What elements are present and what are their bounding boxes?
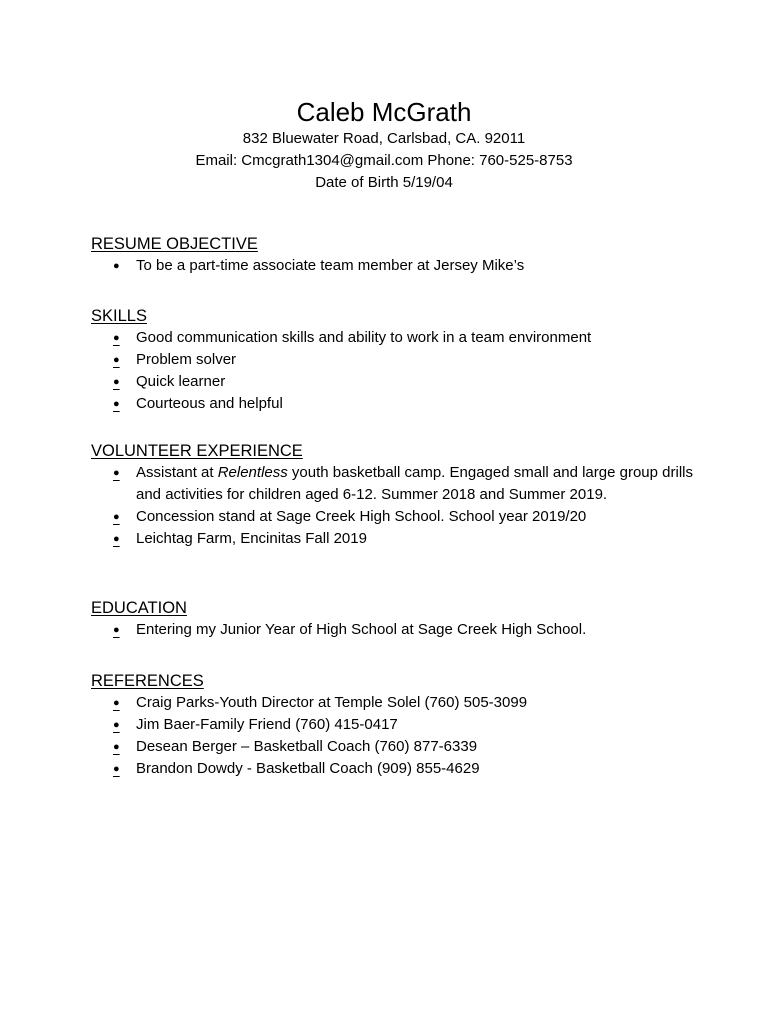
references-list bbox=[91, 692, 711, 780]
bullet-icon: ● bbox=[113, 354, 120, 366]
list-item bbox=[91, 714, 711, 736]
skill-item-text: Good communication skills and ability to work in a team environment bbox=[136, 329, 592, 346]
section-heading-education: EDUCATION bbox=[91, 599, 187, 617]
bullet-icon: ● bbox=[113, 741, 120, 753]
bullet-icon: ● bbox=[113, 467, 120, 479]
contact-line: Email: Cmcgrath1304@gmail.com Phone: 760-525-8753 bbox=[195, 152, 573, 169]
bullet-icon: ● bbox=[113, 719, 120, 731]
list-item bbox=[91, 528, 711, 550]
skills-list bbox=[91, 327, 711, 415]
resume-header bbox=[0, 96, 768, 194]
skill-item-text: Quick learner bbox=[136, 373, 226, 390]
bullet-icon: ● bbox=[113, 511, 120, 523]
volunteer-item-emphasis: Relentless bbox=[217, 464, 288, 481]
reference-item-text: Jim Baer-Family Friend (760) 415-0417 bbox=[136, 716, 398, 733]
list-item bbox=[91, 393, 711, 415]
address-line: 832 Bluewater Road, Carlsbad, CA. 92011 bbox=[242, 130, 526, 147]
list-item bbox=[91, 327, 711, 349]
list-item bbox=[91, 255, 711, 277]
bullet-icon: ● bbox=[113, 398, 120, 410]
reference-item-text: Brandon Dowdy - Basketball Coach (909) 855-4629 bbox=[136, 760, 480, 777]
section-heading-volunteer: VOLUNTEER EXPERIENCE bbox=[91, 442, 303, 460]
list-item bbox=[91, 736, 711, 758]
bullet-icon: ● bbox=[113, 332, 120, 344]
section-education bbox=[91, 597, 711, 641]
list-item bbox=[91, 506, 711, 528]
list-item bbox=[91, 692, 711, 714]
bullet-icon: ● bbox=[113, 624, 120, 636]
candidate-name: Caleb McGrath bbox=[296, 97, 472, 127]
section-volunteer-experience bbox=[91, 440, 711, 550]
section-heading-objective: RESUME OBJECTIVE bbox=[91, 235, 258, 253]
bullet-icon: ● bbox=[113, 260, 120, 272]
volunteer-list bbox=[91, 462, 711, 550]
volunteer-item-prefix: Assistant at bbox=[136, 464, 218, 481]
list-item bbox=[91, 619, 711, 641]
skill-item-text: Courteous and helpful bbox=[136, 395, 283, 412]
list-item bbox=[91, 758, 711, 780]
objective-item-text: To be a part-time associate team member at Jersey Mike’s bbox=[136, 257, 525, 274]
list-item bbox=[91, 349, 711, 371]
section-heading-skills: SKILLS bbox=[91, 307, 147, 325]
bullet-icon: ● bbox=[113, 376, 120, 388]
section-references bbox=[91, 670, 711, 780]
volunteer-item-text: Leichtag Farm, Encinitas Fall 2019 bbox=[136, 530, 367, 547]
section-skills bbox=[91, 305, 711, 415]
objective-list bbox=[91, 255, 711, 277]
bullet-icon: ● bbox=[113, 697, 120, 709]
volunteer-item-suffix: youth basketball camp. Engaged small and large group drills and activities for children aged 6-12. Summer 2018 and Summer 2019. bbox=[136, 464, 693, 503]
reference-item-text: Desean Berger – Basketball Coach (760) 877-6339 bbox=[136, 738, 478, 755]
skill-item-text: Problem solver bbox=[136, 351, 237, 368]
list-item bbox=[91, 462, 711, 506]
reference-item-text: Craig Parks-Youth Director at Temple Solel (760) 505-3099 bbox=[136, 694, 528, 711]
bullet-icon: ● bbox=[113, 763, 120, 775]
bullet-icon: ● bbox=[113, 533, 120, 545]
volunteer-item-text: Concession stand at Sage Creek High School. School year 2019/20 bbox=[136, 508, 587, 525]
section-resume-objective bbox=[91, 233, 711, 277]
date-of-birth-line: Date of Birth 5/19/04 bbox=[315, 174, 453, 191]
list-item bbox=[91, 371, 711, 393]
education-list bbox=[91, 619, 711, 641]
education-item-text: Entering my Junior Year of High School at Sage Creek High School. bbox=[136, 621, 587, 638]
section-heading-references: REFERENCES bbox=[91, 672, 204, 690]
